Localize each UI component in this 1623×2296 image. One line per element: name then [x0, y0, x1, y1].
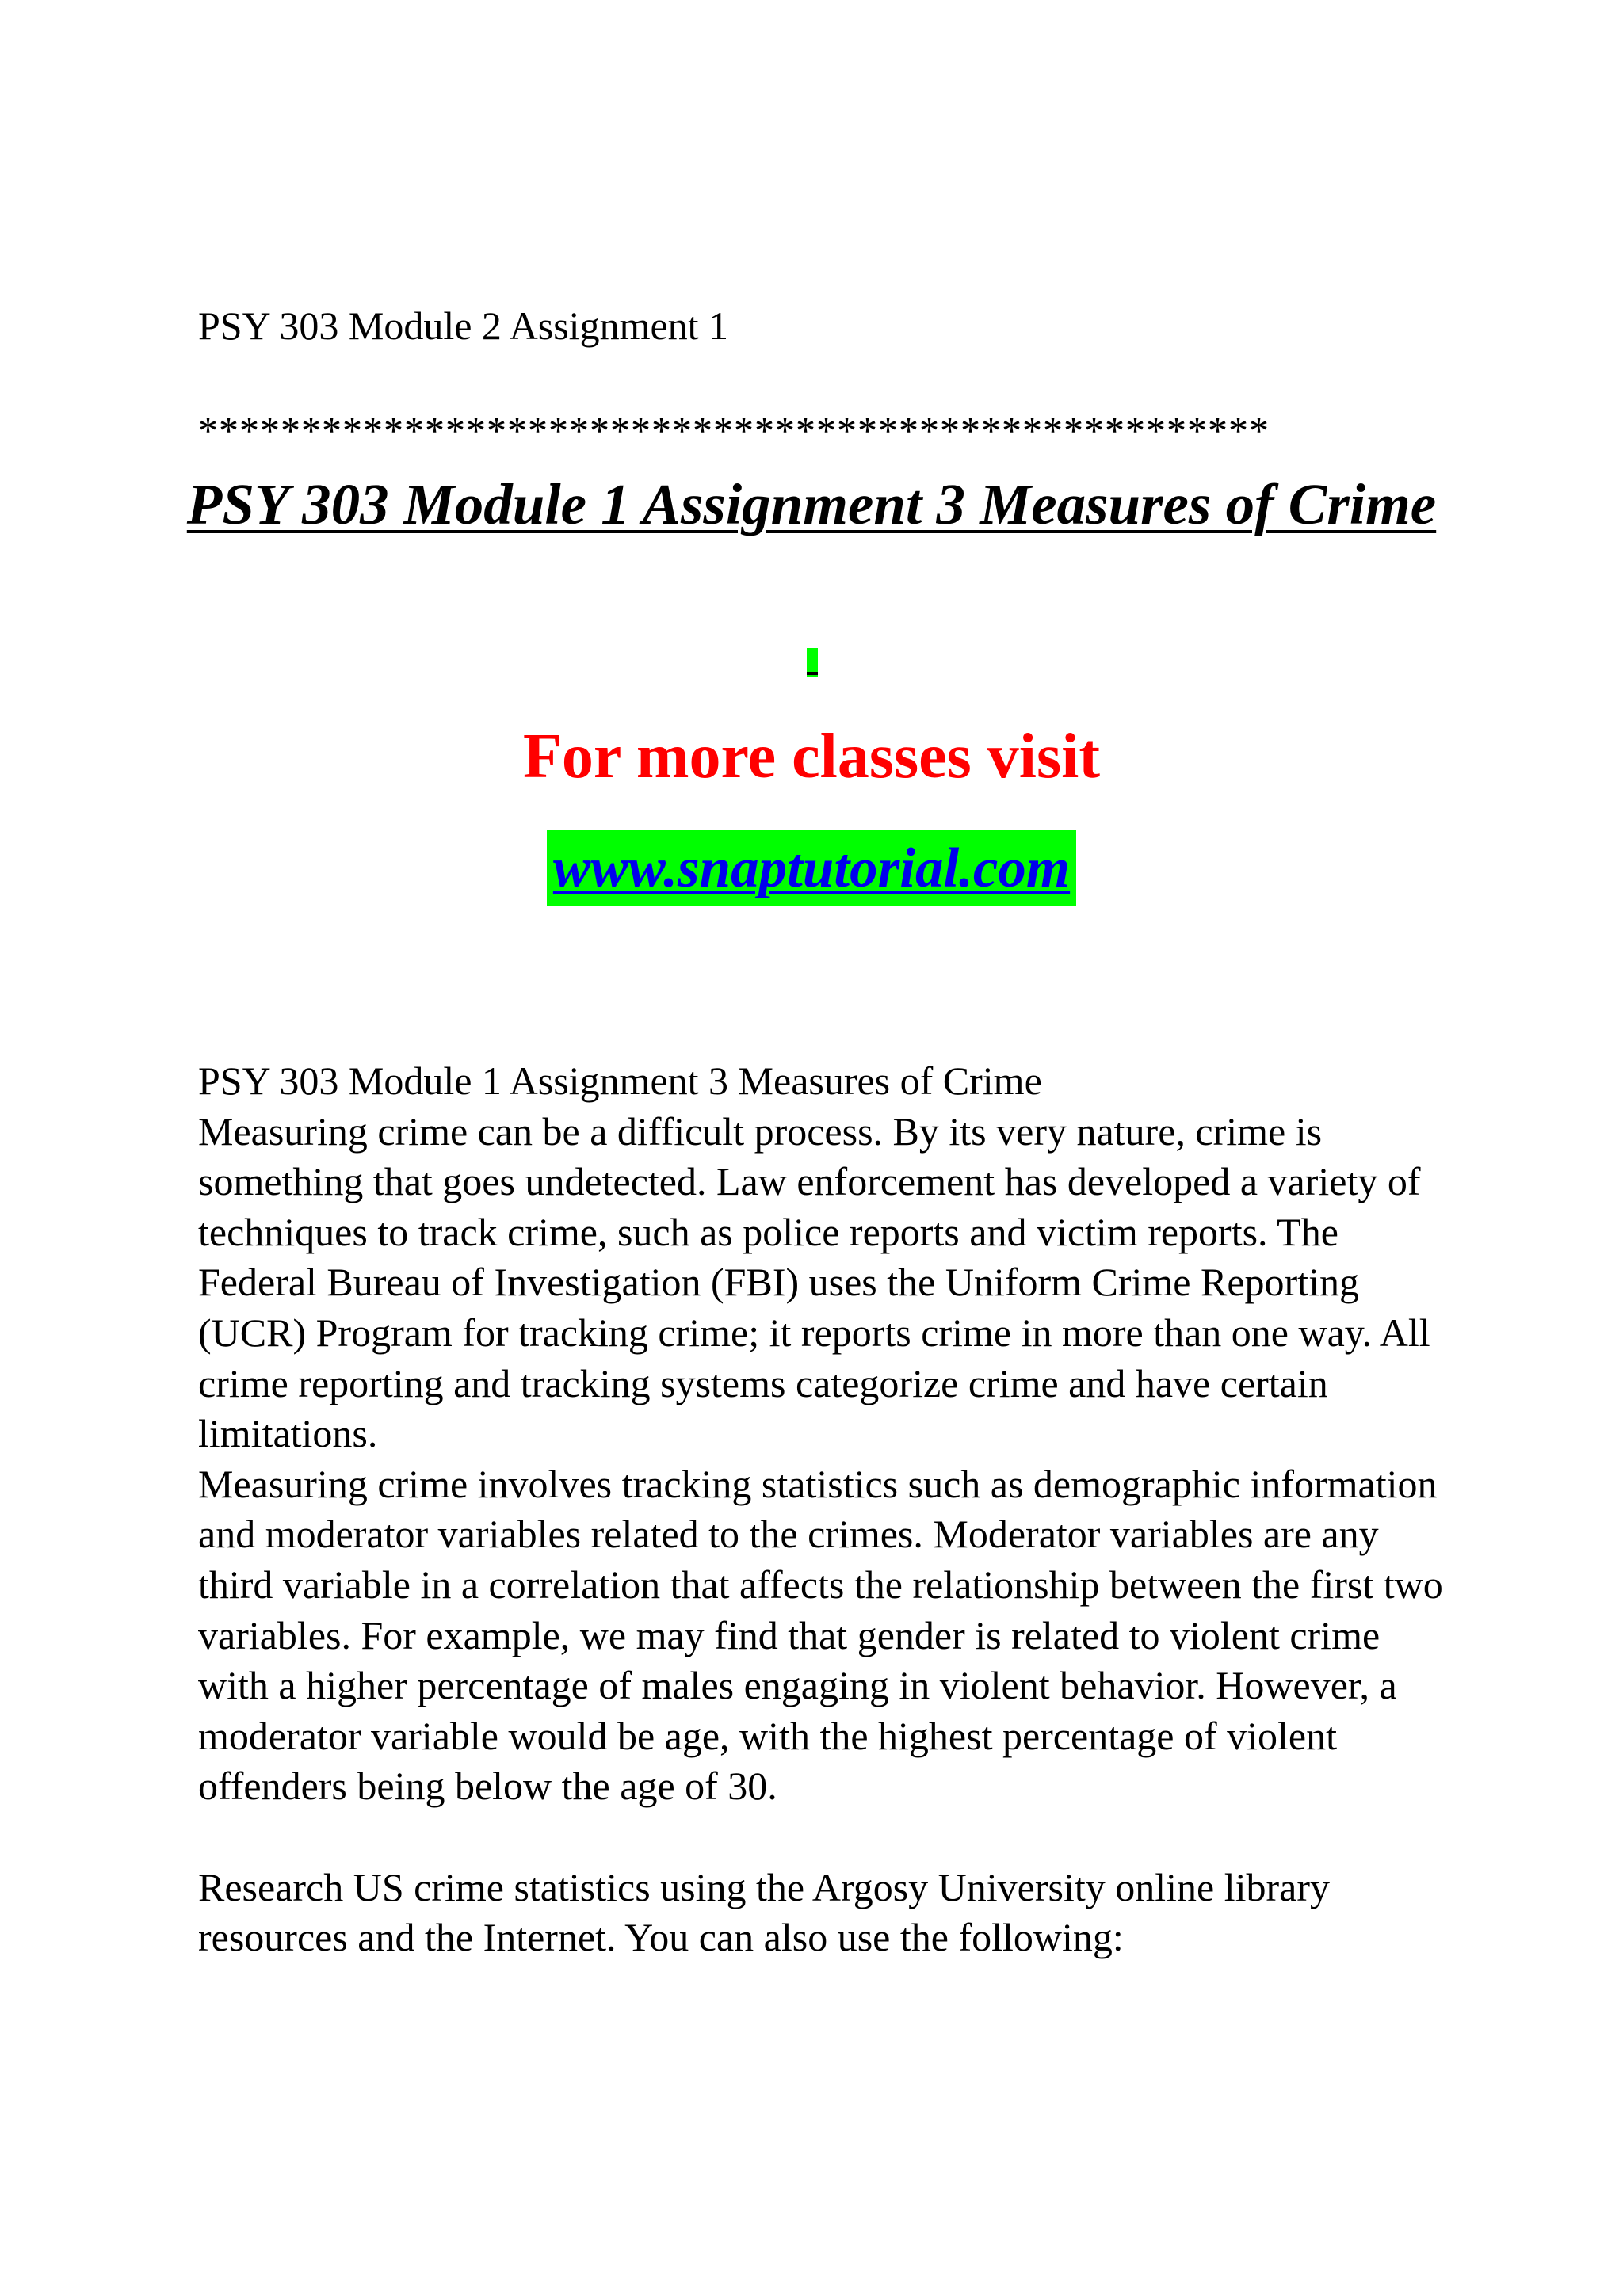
body-heading: PSY 303 Module 1 Assignment 3 Measures of Crime	[198, 1058, 1042, 1103]
document-top-line: PSY 303 Module 2 Assignment 1	[198, 303, 729, 348]
highlight-mark	[807, 648, 818, 677]
body-text	[198, 1056, 1450, 1963]
separator-line: ****************************************************	[198, 408, 1270, 452]
promo-text: For more classes visit	[522, 722, 1100, 791]
body-paragraph-1: Measuring crime can be a difficult process. By its very nature, crime is something that goes undetected. Law enforcement has developed a variety of techniques to track crime, such as police reports and victim reports. The Federal Bureau of Investigation (FBI) uses the Uniform Crime Reporting (UCR) Program for tracking crime; it reports crime in more than one way. All crime reporting and tracking systems categorize crime and have certain limitations.	[198, 1108, 1430, 1456]
body-paragraph-2: Measuring crime involves tracking statistics such as demographic information and moderator variables related to the crimes. Moderator variables are any third variable in a correlation that affects the relationship between the first two variables. For example, we may find that gender is related to violent crime with a higher percentage of males engaging in violent behavior. However, a moderator variable would be age, with the highest percentage of violent offenders being below the age of 30.	[198, 1461, 1443, 1809]
body-paragraph-3: Research US crime statistics using the Argosy University online library resources and the Internet. You can also use the following:	[198, 1864, 1331, 1960]
link-container	[0, 830, 1623, 906]
website-link[interactable]: www.snaptutorial.com	[547, 830, 1076, 906]
document-title: PSY 303 Module 1 Assignment 3 Measures of Crime	[186, 472, 1437, 536]
